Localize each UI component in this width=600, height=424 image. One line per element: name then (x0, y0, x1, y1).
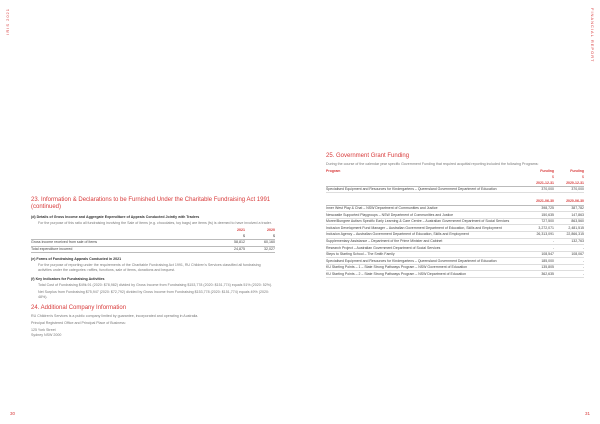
section-23-title: 23. Information & Declarations to be Furnished Under the Charitable Fundraising Act 1991 (continued) (31, 197, 271, 210)
program-name: Research Project – Australian Government Department of Social Services (326, 245, 524, 252)
table-row (326, 225, 584, 232)
address-line-1: 125 York Street (31, 328, 56, 332)
table-row (326, 258, 584, 265)
funding-value: - (554, 271, 584, 278)
program-name: KU Starting Points – 2 – State Strong Pathways Program – NSW Department of Education (326, 271, 524, 278)
funding-value: 185,000 (524, 258, 554, 265)
funding-value: 362,635 (524, 271, 554, 278)
section-25-title: 25. Government Grant Funding (326, 153, 410, 159)
unit-2021: $ (215, 234, 245, 240)
period-a-1: 2021-12-31 (524, 180, 554, 186)
funding-value: 3,272,071 (524, 225, 554, 232)
funding-value: 727,500 (524, 218, 554, 225)
sub-d-title: (d) Details of Gross Income and Aggregate Expenditure of Appeals Conducted Jointly with Traders (31, 215, 200, 219)
program-name: Inclusion Agency – Australian Government Department of Education, Skills and Employment (326, 231, 524, 238)
funding-value: 2,481,515 (554, 225, 584, 232)
unit-2020: $ (245, 234, 275, 240)
funding-value: 108,547 (524, 251, 554, 258)
col-2021: 2021 (237, 228, 245, 232)
funding-value: 132,763 (554, 238, 584, 245)
table-row (326, 205, 584, 212)
col-2020: 2020 (267, 228, 275, 232)
table-row (326, 238, 584, 245)
program-name: Specialised Equipment and Resources for Kindergartens – Queensland Government Department of Education (326, 258, 524, 265)
program-name: Steps to Starting School – The Smith Family (326, 251, 524, 258)
right-page (300, 0, 600, 424)
table-row (31, 246, 275, 253)
sec24-text-2: Principal Registered Office and Principal Place of Business: (31, 321, 126, 325)
funding-value: 863,560 (554, 218, 584, 225)
program-name: Supplementary Assistance – Department of the Prime Minister and Cabinet (326, 238, 524, 245)
funding-value: - (524, 238, 554, 245)
row-value-2020: 60,160 (245, 240, 275, 247)
period-b-1: 2021-06-30 (524, 199, 554, 205)
right-page-number: 31 (584, 411, 590, 416)
table-row (326, 218, 584, 225)
funding-value: 370,000 (554, 186, 584, 193)
left-page-number: 30 (10, 411, 16, 416)
row-label: Total expenditure incurred (31, 246, 215, 253)
table-row (326, 186, 584, 193)
funding-value: 135,805 (524, 264, 554, 271)
funding-value: - (524, 245, 554, 252)
head-program: Program (326, 169, 341, 174)
funding-value: - (554, 264, 584, 271)
table-row (326, 251, 584, 258)
funding-value: 26,313,091 (524, 231, 554, 238)
period-b-2: 2020-06-30 (554, 199, 584, 205)
program-name: Newcastle Supported Playgroups – NSW Department of Communities and Justice (326, 212, 524, 219)
section-24-title: 24. Additional Company Information (31, 305, 127, 311)
sub-e-text: For the purpose of reporting under the requirements of the Charitable Fundraising Act 1991, RU Children's Services classified all fundraising activities under the categories: raffles, functions, sale of items, donations and bequest. (38, 263, 261, 272)
dollar-2: $ (582, 174, 584, 179)
sec25-intro: During the course of the calendar year specific Government Funding that required acquittal reporting included the following Programs: (326, 162, 539, 166)
group-b-rows (326, 205, 584, 277)
sub-e-title: (e) Forms of Fundraising Appeals Conducted in 2021 (31, 257, 122, 261)
right-content (326, 153, 584, 278)
table-row (326, 231, 584, 238)
row-label: Gross income received from sale of items (31, 240, 215, 247)
sec24-text-1: RU Children's Services is a public company limited by guarantee, incorporated and operating in Australia. (31, 314, 199, 318)
funding-value: 108,067 (554, 251, 584, 258)
funding-value: 387,782 (554, 205, 584, 212)
period-a-2: 2020-12-31 (554, 180, 584, 186)
table-row (326, 271, 584, 278)
program-name: Inclusion Development Fund Manager – Australian Government Department of Education, Skills and Employment (326, 225, 524, 232)
funding-value: 22,866,315 (554, 231, 584, 238)
sub-f-title: (f) Key Indicators for Fundraising Activities (31, 277, 105, 281)
table-row (326, 245, 584, 252)
right-running-header: FINANCIAL REPORT (590, 8, 595, 63)
row-value-2021: 58,812 (215, 240, 245, 247)
gross-income-table (31, 228, 275, 253)
sub-f-text-2: Net Surplus from Fundraising $75,947 (2020: $72,792) divided by Gross Income from Fundraising $153,778 (2020: $151,774) equals 49% (2020: 48%). (38, 290, 269, 299)
table-row (326, 212, 584, 219)
funding-value: 398,725 (524, 205, 554, 212)
program-name: KU Starting Points – 1 – State Strong Pathways Program – NSW Government of Education (326, 264, 524, 271)
row-value-2020: 32,027 (245, 246, 275, 253)
sub-f-text-1: Total Cost of Fundraising $49k.91 (2020: $78,982) divided by Gross Income from Fundraising $153,778 (2020: $151,774) equals 51% (2020: 52%). (38, 283, 273, 287)
head-funding-1: Funding (540, 169, 554, 174)
funding-value: 147,863 (554, 212, 584, 219)
grant-funding-table (326, 169, 584, 278)
group-a-rows (326, 186, 584, 193)
funding-value: 370,000 (524, 186, 554, 193)
program-name: Inner West Play & Chat – NSW Department of Communities and Justice (326, 205, 524, 212)
head-funding-2: Funding (570, 169, 584, 174)
left-running-header: IRIS 2021 (5, 8, 10, 35)
dollar-1: $ (552, 174, 554, 179)
table-row (326, 264, 584, 271)
funding-value: - (554, 258, 584, 265)
sub-d-text: For the purpose of this ratio all fundraising involving the Sale of items (e.g. chocolates, toy bags) are items (fs) is deemed to have involved a trader. (38, 221, 272, 225)
row-value-2021: 24,875 (215, 246, 245, 253)
funding-value: 150,635 (524, 212, 554, 219)
program-name: Moree/Bungree Autism Specific Early Learning & Care Centre – Australian Government Department of Social Services (326, 218, 524, 225)
address-line-2: Sydney NSW 2000 (31, 333, 62, 337)
left-content (31, 197, 275, 340)
funding-value: - (554, 245, 584, 252)
program-name: Specialised Equipment and Resources for Kindergartens – Queensland Government Department of Education (326, 186, 524, 193)
